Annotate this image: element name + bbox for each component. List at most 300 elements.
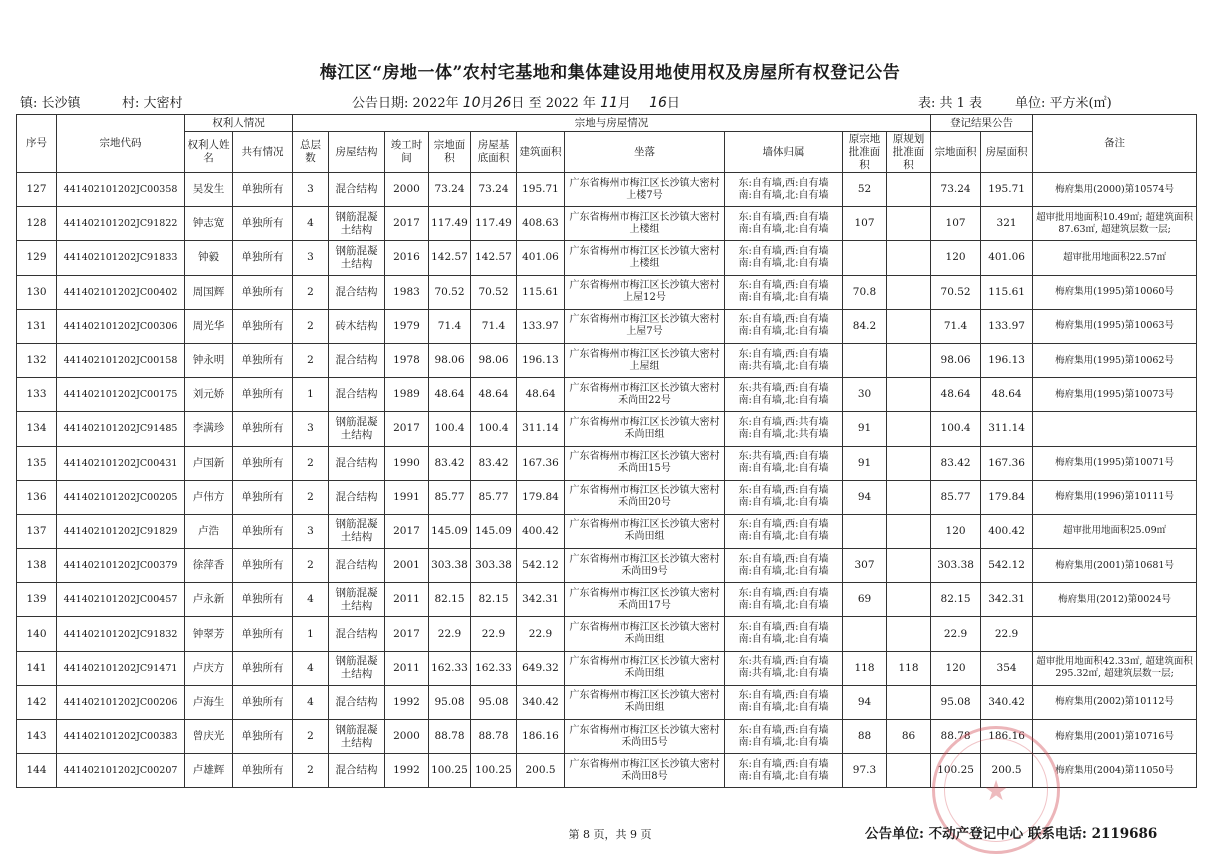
- cell-location: 广东省梅州市梅江区长沙镇大密村禾尚田22号: [565, 378, 725, 412]
- boundary-south-north: 南:自有墙,北:自有墙: [738, 189, 829, 201]
- cell-seq: 131: [17, 309, 57, 343]
- boundary-east-west: 东:共有墙,西:自有墙: [738, 382, 829, 394]
- start-day: 26: [493, 95, 512, 111]
- cell-note: 梅府集用(2001)第10716号: [1033, 720, 1197, 754]
- cell-name: 徐萍香: [185, 549, 233, 583]
- cell-share: 单独所有: [233, 480, 293, 514]
- cell-floors: 3: [293, 412, 329, 446]
- boundary-east-west: 东:自有墙,西:自有墙: [738, 553, 829, 565]
- cell-base-area: 82.15: [471, 583, 517, 617]
- boundary-south-north: 南:自有墙,北:自有墙: [738, 531, 829, 543]
- cell-year: 1991: [385, 480, 429, 514]
- cell-name: 卢雄辉: [185, 754, 233, 788]
- cell-reg-parcel: 73.24: [931, 173, 981, 207]
- boundary-east-west: 东:自有墙,西:自有墙: [738, 587, 829, 599]
- cell-orig-area: 88: [843, 720, 887, 754]
- cell-location: 广东省梅州市梅江区长沙镇大密村上屋7号: [565, 309, 725, 343]
- boundary-east-west: 东:共有墙,西:自有墙: [738, 451, 829, 463]
- cell-seq: 132: [17, 343, 57, 377]
- cell-base-area: 73.24: [471, 173, 517, 207]
- cell-base-area: 100.4: [471, 412, 517, 446]
- cell-build-area: 22.9: [517, 617, 565, 651]
- cell-seq: 142: [17, 685, 57, 719]
- cell-plan-area: [887, 207, 931, 241]
- cell-plan-area: [887, 275, 931, 309]
- cell-location: 广东省梅州市梅江区长沙镇大密村禾尚田20号: [565, 480, 725, 514]
- cell-code: 441402101202JC00206: [57, 685, 185, 719]
- cell-seq: 136: [17, 480, 57, 514]
- cell-code: 441402101202JC00431: [57, 446, 185, 480]
- cell-location: 广东省梅州市梅江区长沙镇大密村禾尚田17号: [565, 583, 725, 617]
- header-base-area: 房屋基底面积: [471, 132, 517, 173]
- boundary-south-north: 南:自有墙,北:自有墙: [738, 736, 829, 748]
- cell-code: 441402101202JC00205: [57, 480, 185, 514]
- cell-note: 超审批用地面积42.33㎡, 超建筑面积295.32㎡, 超建筑层数一层;: [1033, 651, 1197, 685]
- cell-seq: 140: [17, 617, 57, 651]
- boundary-east-west: 东:自有墙,西:自有墙: [738, 690, 829, 702]
- cell-base-area: 85.77: [471, 480, 517, 514]
- cell-year: 2001: [385, 549, 429, 583]
- cell-name: 卢永新: [185, 583, 233, 617]
- cell-seq: 138: [17, 549, 57, 583]
- cell-reg-parcel: 120: [931, 514, 981, 548]
- cell-code: 441402101202JC91829: [57, 514, 185, 548]
- header-boundary: 墙体归属: [725, 132, 843, 173]
- cell-code: 441402101202JC91485: [57, 412, 185, 446]
- cell-location: 广东省梅州市梅江区长沙镇大密村禾尚田8号: [565, 754, 725, 788]
- cell-seq: 135: [17, 446, 57, 480]
- cell-reg-parcel: 100.4: [931, 412, 981, 446]
- cell-structure: 混合结构: [329, 446, 385, 480]
- cell-boundary: [725, 480, 843, 514]
- cell-boundary: [725, 617, 843, 651]
- cell-name: 吴发生: [185, 173, 233, 207]
- cell-base-area: 22.9: [471, 617, 517, 651]
- cell-floors: 3: [293, 241, 329, 275]
- boundary-east-west: 东:自有墙,西:自有墙: [738, 758, 829, 770]
- header-reg-house: 房屋面积: [981, 132, 1033, 173]
- cell-reg-house: 115.61: [981, 275, 1033, 309]
- cell-code: 441402101202JC00175: [57, 378, 185, 412]
- table-row: [17, 412, 1197, 446]
- cell-boundary: [725, 241, 843, 275]
- cell-floors: 3: [293, 514, 329, 548]
- cell-floors: 2: [293, 275, 329, 309]
- cell-note: 梅府集用(1995)第10073号: [1033, 378, 1197, 412]
- cell-note: 梅府集用(1995)第10071号: [1033, 446, 1197, 480]
- cell-name: 卢浩: [185, 514, 233, 548]
- cell-reg-house: 542.12: [981, 549, 1033, 583]
- cell-code: 441402101202JC91832: [57, 617, 185, 651]
- cell-build-area: 408.63: [517, 207, 565, 241]
- cell-reg-house: 22.9: [981, 617, 1033, 651]
- cell-name: 周国辉: [185, 275, 233, 309]
- cell-name: 卢伟方: [185, 480, 233, 514]
- cell-build-area: 649.32: [517, 651, 565, 685]
- cell-boundary: [725, 549, 843, 583]
- cell-plan-area: 86: [887, 720, 931, 754]
- cell-reg-parcel: 70.52: [931, 275, 981, 309]
- boundary-east-west: 东:自有墙,西:自有墙: [738, 280, 829, 292]
- cell-share: 单独所有: [233, 173, 293, 207]
- cell-seq: 133: [17, 378, 57, 412]
- cell-orig-area: 84.2: [843, 309, 887, 343]
- cell-location: 广东省梅州市梅江区长沙镇大密村禾尚田9号: [565, 549, 725, 583]
- cell-base-area: 117.49: [471, 207, 517, 241]
- town-label: 镇: 长沙镇: [20, 96, 81, 111]
- cell-structure: 混合结构: [329, 173, 385, 207]
- cell-location: 广东省梅州市梅江区长沙镇大密村上屋组: [565, 343, 725, 377]
- cell-plan-area: [887, 617, 931, 651]
- cell-boundary: [725, 343, 843, 377]
- cell-seq: 134: [17, 412, 57, 446]
- boundary-south-north: 南:自有墙,北:自有墙: [738, 394, 829, 406]
- cell-base-area: 70.52: [471, 275, 517, 309]
- table-row: [17, 651, 1197, 685]
- cell-boundary: [725, 309, 843, 343]
- cell-location: 广东省梅州市梅江区长沙镇大密村禾尚田组: [565, 651, 725, 685]
- boundary-east-west: 东:自有墙,西:自有墙: [738, 177, 829, 189]
- cell-note: 超审批用地面积22.57㎡: [1033, 241, 1197, 275]
- cell-parcel-area: 22.9: [429, 617, 471, 651]
- cell-plan-area: [887, 549, 931, 583]
- cell-note: 梅府集用(2000)第10574号: [1033, 173, 1197, 207]
- header-note: 备注: [1033, 115, 1197, 173]
- boundary-east-west: 东:自有墙,西:自有墙: [738, 519, 829, 531]
- boundary-south-north: 南:自有墙,北:自有墙: [738, 565, 829, 577]
- cell-year: 2000: [385, 720, 429, 754]
- boundary-east-west: 东:自有墙,西:自有墙: [738, 485, 829, 497]
- cell-boundary: [725, 754, 843, 788]
- boundary-south-north: 南:自有墙,北:自有墙: [738, 257, 829, 269]
- cell-reg-parcel: 22.9: [931, 617, 981, 651]
- cell-year: 1979: [385, 309, 429, 343]
- cell-orig-area: 91: [843, 446, 887, 480]
- boundary-south-north: 南:自有墙,北:自有墙: [738, 463, 829, 475]
- cell-plan-area: [887, 514, 931, 548]
- boundary-south-north: 南:自有墙,北:共有墙: [738, 428, 829, 440]
- cell-structure: 混合结构: [329, 343, 385, 377]
- cell-year: 1978: [385, 343, 429, 377]
- cell-year: 2017: [385, 514, 429, 548]
- unit-label: 单位: 平方米(㎡): [1015, 96, 1112, 111]
- cell-share: 单独所有: [233, 617, 293, 651]
- header-parcel-area: 宗地面积: [429, 132, 471, 173]
- cell-parcel-area: 98.06: [429, 343, 471, 377]
- cell-base-area: 71.4: [471, 309, 517, 343]
- cell-orig-area: 94: [843, 685, 887, 719]
- cell-location: 广东省梅州市梅江区长沙镇大密村上屋12号: [565, 275, 725, 309]
- header-location: 坐落: [565, 132, 725, 173]
- cell-reg-house: 311.14: [981, 412, 1033, 446]
- cell-base-area: 100.25: [471, 754, 517, 788]
- cell-parcel-area: 70.52: [429, 275, 471, 309]
- cell-orig-area: 30: [843, 378, 887, 412]
- cell-boundary: [725, 720, 843, 754]
- cell-seq: 144: [17, 754, 57, 788]
- cell-plan-area: [887, 754, 931, 788]
- cell-plan-area: [887, 583, 931, 617]
- cell-floors: 4: [293, 583, 329, 617]
- cell-reg-parcel: 107: [931, 207, 981, 241]
- cell-location: 广东省梅州市梅江区长沙镇大密村上楼组: [565, 241, 725, 275]
- cell-code: 441402101202JC00306: [57, 309, 185, 343]
- cell-plan-area: [887, 343, 931, 377]
- cell-share: 单独所有: [233, 412, 293, 446]
- cell-reg-house: 400.42: [981, 514, 1033, 548]
- cell-year: 2011: [385, 583, 429, 617]
- document-title: 梅江区“房地一体”农村宅基地和集体建设用地使用权及房屋所有权登记公告: [319, 63, 901, 83]
- table-row: [17, 583, 1197, 617]
- date-prefix: 公告日期: 2022年: [352, 96, 459, 111]
- cell-note: 超审批用地面积25.09㎡: [1033, 514, 1197, 548]
- page-number: 第 8 页，共 9 页: [568, 828, 652, 841]
- cell-structure: 钢筋混凝土结构: [329, 651, 385, 685]
- boundary-south-north: 南:自有墙,北:自有墙: [738, 634, 829, 646]
- boundary-south-north: 南:自有墙,北:自有墙: [738, 497, 829, 509]
- cell-year: 2016: [385, 241, 429, 275]
- cell-build-area: 342.31: [517, 583, 565, 617]
- cell-plan-area: [887, 378, 931, 412]
- boundary-south-north: 南:自有墙,北:自有墙: [738, 292, 829, 304]
- end-month: 11: [600, 95, 618, 111]
- cell-orig-area: [843, 514, 887, 548]
- cell-floors: 2: [293, 754, 329, 788]
- official-seal-stamp: ★: [932, 726, 1060, 854]
- cell-location: 广东省梅州市梅江区长沙镇大密村禾尚田5号: [565, 720, 725, 754]
- cell-name: 钟永明: [185, 343, 233, 377]
- table-row: [17, 241, 1197, 275]
- header-share: 共有情况: [233, 132, 293, 173]
- cell-orig-area: [843, 617, 887, 651]
- table-row: [17, 514, 1197, 548]
- header-reg-group: 登记结果公告: [931, 115, 1033, 132]
- cell-boundary: [725, 207, 843, 241]
- cell-reg-parcel: 71.4: [931, 309, 981, 343]
- cell-year: 2017: [385, 412, 429, 446]
- cell-orig-area: 70.8: [843, 275, 887, 309]
- announcement-date: [352, 92, 680, 111]
- cell-structure: 钢筋混凝土结构: [329, 207, 385, 241]
- cell-share: 单独所有: [233, 583, 293, 617]
- cell-orig-area: 107: [843, 207, 887, 241]
- cell-share: 单独所有: [233, 754, 293, 788]
- cell-share: 单独所有: [233, 549, 293, 583]
- month-char: 月: [480, 96, 494, 111]
- header-name: 权利人姓名: [185, 132, 233, 173]
- table-row: [17, 685, 1197, 719]
- cell-year: 2017: [385, 617, 429, 651]
- cell-year: 2017: [385, 207, 429, 241]
- cell-parcel-area: 48.64: [429, 378, 471, 412]
- cell-boundary: [725, 275, 843, 309]
- cell-orig-area: 94: [843, 480, 887, 514]
- cell-reg-house: 401.06: [981, 241, 1033, 275]
- table-row: [17, 446, 1197, 480]
- cell-share: 单独所有: [233, 207, 293, 241]
- cell-share: 单独所有: [233, 275, 293, 309]
- header-parcel-group: 宗地与房屋情况: [293, 115, 931, 132]
- cell-plan-area: 118: [887, 651, 931, 685]
- cell-orig-area: [843, 343, 887, 377]
- cell-note: 梅府集用(1996)第10111号: [1033, 480, 1197, 514]
- cell-parcel-area: 82.15: [429, 583, 471, 617]
- cell-plan-area: [887, 309, 931, 343]
- table-row: [17, 480, 1197, 514]
- cell-base-area: 142.57: [471, 241, 517, 275]
- day-char-2: 日: [666, 96, 680, 111]
- day-char: 日: [511, 96, 525, 111]
- cell-build-area: 542.12: [517, 549, 565, 583]
- cell-note: 梅府集用(1995)第10063号: [1033, 309, 1197, 343]
- cell-note: 梅府集用(2012)第0024号: [1033, 583, 1197, 617]
- cell-structure: 钢筋混凝土结构: [329, 720, 385, 754]
- header-year: 竣工时间: [385, 132, 429, 173]
- cell-orig-area: 91: [843, 412, 887, 446]
- cell-name: 卢国新: [185, 446, 233, 480]
- boundary-south-north: 南:自有墙,北:自有墙: [738, 770, 829, 782]
- cell-parcel-area: 88.78: [429, 720, 471, 754]
- cell-boundary: [725, 514, 843, 548]
- announcing-unit: 公告单位: 不动产登记中心 联系电话: 2119686: [865, 826, 1158, 842]
- cell-reg-house: 196.13: [981, 343, 1033, 377]
- header-rights-group: 权利人情况: [185, 115, 293, 132]
- cell-base-area: 303.38: [471, 549, 517, 583]
- table-body: [17, 173, 1197, 788]
- table-row: [17, 343, 1197, 377]
- cell-parcel-area: 145.09: [429, 514, 471, 548]
- cell-structure: 混合结构: [329, 685, 385, 719]
- cell-base-area: 83.42: [471, 446, 517, 480]
- cell-floors: 2: [293, 309, 329, 343]
- cell-structure: 钢筋混凝土结构: [329, 514, 385, 548]
- cell-location: 广东省梅州市梅江区长沙镇大密村禾尚田组: [565, 617, 725, 651]
- cell-reg-house: 179.84: [981, 480, 1033, 514]
- cell-build-area: 196.13: [517, 343, 565, 377]
- cell-share: 单独所有: [233, 685, 293, 719]
- start-month: 10: [462, 95, 481, 111]
- header-floors: 总层数: [293, 132, 329, 173]
- cell-reg-house: 354: [981, 651, 1033, 685]
- cell-structure: 钢筋混凝土结构: [329, 241, 385, 275]
- cell-floors: 1: [293, 378, 329, 412]
- cell-year: 1983: [385, 275, 429, 309]
- cell-year: 1990: [385, 446, 429, 480]
- cell-structure: 混合结构: [329, 754, 385, 788]
- cell-reg-parcel: 85.77: [931, 480, 981, 514]
- cell-reg-parcel: 303.38: [931, 549, 981, 583]
- cell-share: 单独所有: [233, 514, 293, 548]
- table-row: [17, 617, 1197, 651]
- cell-build-area: 115.61: [517, 275, 565, 309]
- cell-orig-area: 69: [843, 583, 887, 617]
- cell-parcel-area: 117.49: [429, 207, 471, 241]
- header-plan-area: 原规划批准面积: [887, 132, 931, 173]
- boundary-south-north: 南:自有墙,北:自有墙: [738, 599, 829, 611]
- cell-plan-area: [887, 412, 931, 446]
- table-row: [17, 754, 1197, 788]
- cell-structure: 混合结构: [329, 549, 385, 583]
- boundary-east-west: 东:自有墙,西:自有墙: [738, 245, 829, 257]
- cell-reg-parcel: 82.15: [931, 583, 981, 617]
- cell-structure: 混合结构: [329, 378, 385, 412]
- cell-boundary: [725, 583, 843, 617]
- cell-parcel-area: 100.4: [429, 412, 471, 446]
- boundary-south-north: 南:自有墙,北:自有墙: [738, 702, 829, 714]
- cell-build-area: 400.42: [517, 514, 565, 548]
- header-build-area: 建筑面积: [517, 132, 565, 173]
- cell-boundary: [725, 446, 843, 480]
- table-row: [17, 275, 1197, 309]
- cell-reg-parcel: 100.25: [931, 754, 981, 788]
- cell-location: 广东省梅州市梅江区长沙镇大密村禾尚田组: [565, 685, 725, 719]
- cell-seq: 137: [17, 514, 57, 548]
- cell-structure: 钢筋混凝土结构: [329, 583, 385, 617]
- village-label: 村: 大密村: [122, 96, 183, 111]
- table-row: [17, 173, 1197, 207]
- cell-reg-house: 342.31: [981, 583, 1033, 617]
- cell-parcel-area: 95.08: [429, 685, 471, 719]
- cell-location: 广东省梅州市梅江区长沙镇大密村上楼组: [565, 207, 725, 241]
- cell-build-area: 48.64: [517, 378, 565, 412]
- cell-build-area: 179.84: [517, 480, 565, 514]
- table-row: [17, 549, 1197, 583]
- cell-build-area: 340.42: [517, 685, 565, 719]
- cell-reg-house: 48.64: [981, 378, 1033, 412]
- cell-name: 钟毅: [185, 241, 233, 275]
- cell-code: 441402101202JC00358: [57, 173, 185, 207]
- cell-build-area: 195.71: [517, 173, 565, 207]
- cell-parcel-area: 71.4: [429, 309, 471, 343]
- cell-seq: 130: [17, 275, 57, 309]
- cell-boundary: [725, 685, 843, 719]
- cell-build-area: 311.14: [517, 412, 565, 446]
- cell-reg-parcel: 95.08: [931, 685, 981, 719]
- header-seq: 序号: [17, 115, 57, 173]
- cell-note: 梅府集用(1995)第10062号: [1033, 343, 1197, 377]
- cell-share: 单独所有: [233, 446, 293, 480]
- cell-code: 441402101202JC91822: [57, 207, 185, 241]
- cell-plan-area: [887, 480, 931, 514]
- cell-reg-house: 133.97: [981, 309, 1033, 343]
- cell-name: 钟翠芳: [185, 617, 233, 651]
- cell-base-area: 145.09: [471, 514, 517, 548]
- cell-note: 梅府集用(2001)第10681号: [1033, 549, 1197, 583]
- header-structure: 房屋结构: [329, 132, 385, 173]
- cell-floors: 4: [293, 207, 329, 241]
- cell-boundary: [725, 173, 843, 207]
- cell-parcel-area: 100.25: [429, 754, 471, 788]
- table-row: [17, 720, 1197, 754]
- cell-plan-area: [887, 685, 931, 719]
- header-orig-area: 原宗地批准面积: [843, 132, 887, 173]
- cell-parcel-area: 303.38: [429, 549, 471, 583]
- cell-note: 梅府集用(2002)第10112号: [1033, 685, 1197, 719]
- cell-parcel-area: 83.42: [429, 446, 471, 480]
- cell-seq: 128: [17, 207, 57, 241]
- cell-floors: 2: [293, 720, 329, 754]
- cell-share: 单独所有: [233, 309, 293, 343]
- boundary-east-west: 东:自有墙,西:自有墙: [738, 211, 829, 223]
- cell-build-area: 200.5: [517, 754, 565, 788]
- cell-orig-area: 52: [843, 173, 887, 207]
- cell-code: 441402101202JC91833: [57, 241, 185, 275]
- cell-floors: 2: [293, 343, 329, 377]
- cell-orig-area: [843, 241, 887, 275]
- cell-share: 单独所有: [233, 720, 293, 754]
- boundary-east-west: 东:自有墙,西:自有墙: [738, 622, 829, 634]
- boundary-south-north: 南:共有墙,北:自有墙: [738, 668, 829, 680]
